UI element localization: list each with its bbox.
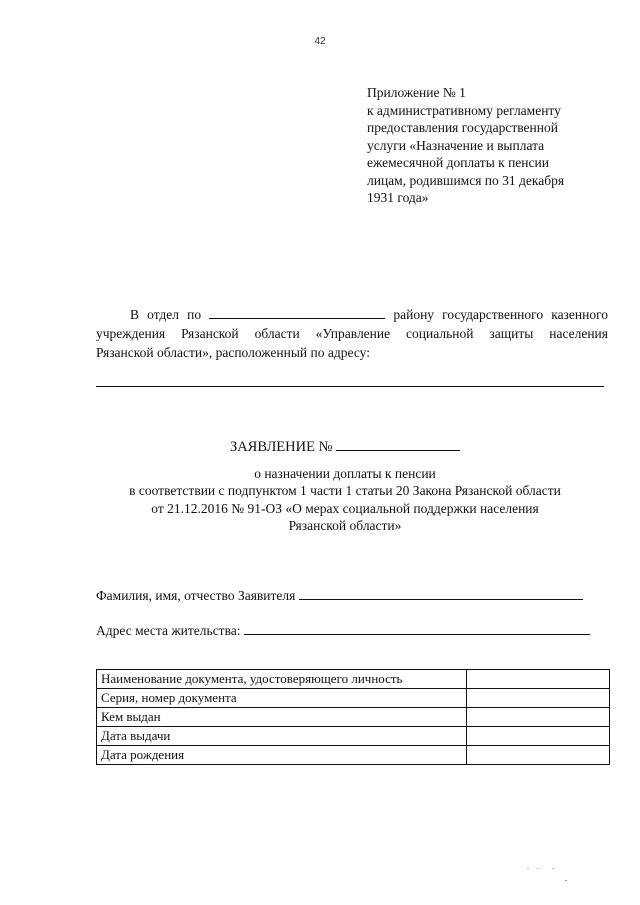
scan-speck: [552, 868, 554, 869]
appendix-line: Приложение № 1: [367, 85, 466, 100]
full-name-blank[interactable]: [299, 587, 583, 600]
statement-number-blank[interactable]: [336, 438, 460, 451]
row-value-cell[interactable]: [467, 670, 610, 689]
row-value-cell[interactable]: [467, 689, 610, 708]
full-name-field: [96, 587, 583, 604]
row-value-cell[interactable]: [467, 727, 610, 746]
table-row: [97, 708, 610, 727]
identity-document-table: [96, 669, 610, 765]
table-row: [97, 689, 610, 708]
row-label: Дата выдачи: [97, 727, 467, 746]
table-row: [97, 727, 610, 746]
row-label: Дата рождения: [97, 746, 467, 765]
residence-label: Адрес места жительства:: [96, 623, 241, 638]
addressee-line-1: [96, 305, 608, 324]
row-value-cell[interactable]: [467, 746, 610, 765]
row-value-cell[interactable]: [467, 708, 610, 727]
addressee-suffix: району государственного казенного: [393, 307, 609, 322]
statement-heading: [80, 438, 610, 535]
appendix-line: 1931 года»: [367, 190, 429, 205]
appendix-line: лицам, родившимся по 31 декабря: [367, 172, 565, 188]
addressee-block: [96, 305, 608, 362]
addressee-line-2: учреждения Рязанской области «Управление социальной защиты населения: [96, 326, 608, 341]
appendix-line: к административному регламенту: [367, 102, 561, 118]
page-number: 42: [314, 36, 326, 47]
full-name-label: Фамилия, имя, отчество Заявителя: [96, 588, 296, 603]
row-label: Серия, номер документа: [97, 689, 467, 708]
statement-subtitle: от 21.12.2016 № 91-ОЗ «О мерах социальной поддержки населения: [151, 500, 539, 516]
table-row: [97, 746, 610, 765]
statement-subtitle: Рязанской области»: [288, 518, 402, 533]
appendix-line: услуги «Назначение и выплата: [367, 137, 545, 153]
statement-title: ЗАЯВЛЕНИЕ №: [229, 439, 333, 455]
appendix-line: ежемесячной доплаты к пенсии: [367, 155, 549, 170]
scan-speck: [537, 868, 539, 869]
statement-subtitle: в соответствии с подпунктом 1 части 1 статьи 20 Закона Рязанской области: [129, 483, 561, 498]
appendix-line: предоставления государственной: [367, 120, 558, 135]
addressee-line-3: Рязанской области», расположенный по адресу:: [96, 345, 370, 360]
scan-speck: [527, 868, 529, 869]
residence-field: [96, 622, 590, 639]
office-address-blank[interactable]: [96, 386, 604, 387]
statement-subtitle: о назначении доплаты к пенсии: [254, 465, 436, 481]
residence-blank[interactable]: [244, 622, 590, 635]
appendix-note: [367, 84, 607, 207]
department-blank[interactable]: [209, 306, 385, 319]
row-label: Кем выдан: [97, 708, 467, 727]
table-row: [97, 670, 610, 689]
row-label: Наименование документа, удостоверяющего личность: [97, 670, 467, 689]
addressee-prefix: В отдел по: [130, 307, 202, 322]
statement-title-row: [80, 438, 610, 457]
scan-speck: [565, 880, 567, 881]
